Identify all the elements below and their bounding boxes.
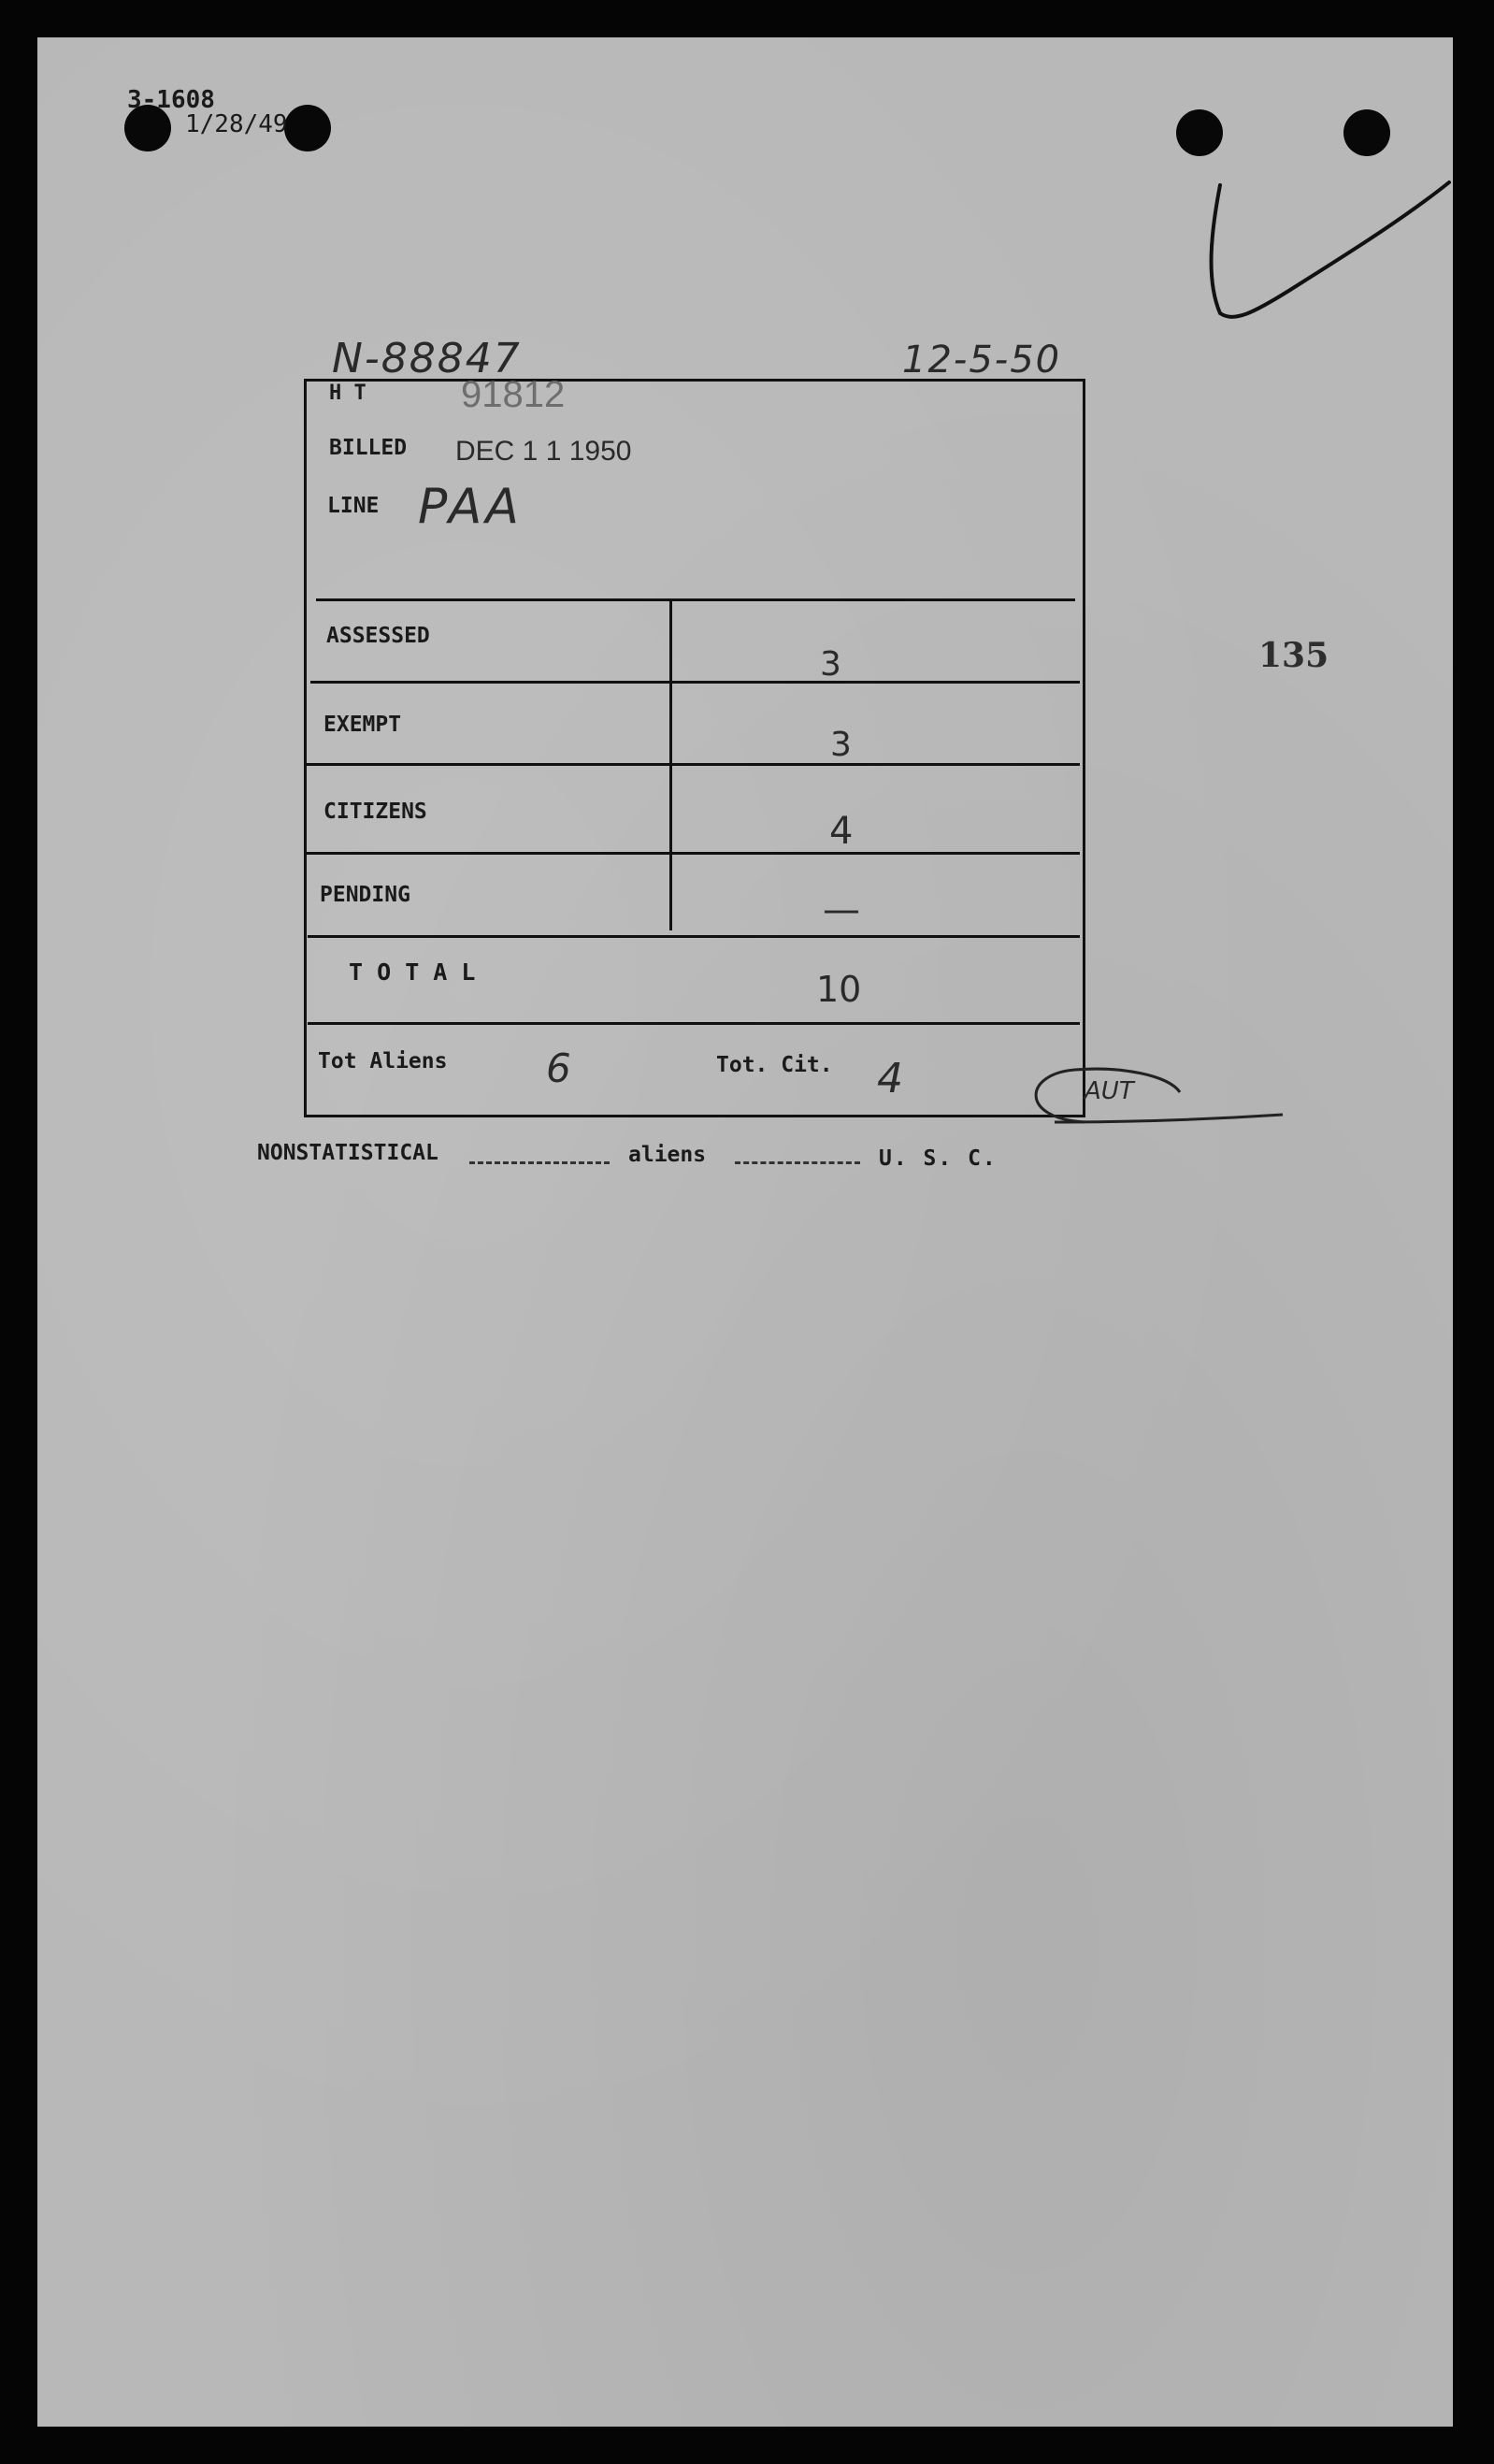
assessed-label: ASSESSED [326,624,430,648]
exempt-label: EXEMPT [323,713,402,737]
nonstatistical-label: NONSTATISTICAL [257,1141,438,1165]
citizens-value: 4 [829,810,854,853]
form-date: 1/28/49 [185,110,288,138]
card-date: 12-5-50 [902,339,1062,382]
tot-cit-label: Tot. Cit. [716,1053,833,1077]
total-label: T O T A L [349,958,476,986]
check-mark [1212,182,1449,317]
billed-label: BILLED [329,436,408,460]
tot-aliens-value: 6 [546,1045,571,1091]
initials-underline [1055,1115,1283,1122]
exempt-value: 3 [830,726,852,764]
inspector-initials: AUT [1085,1077,1134,1105]
usc-label: U. S. C. [879,1146,998,1171]
tot-cit-value: 4 [877,1055,903,1102]
total-value: 10 [816,969,862,1010]
aliens-label: aliens [628,1143,707,1167]
ht-label: H T [329,382,366,405]
billed-date-stamp: DEC 1 1 1950 [455,436,632,467]
file-number: N-88847 [332,335,522,382]
page-number: 135 [1258,636,1329,675]
ht-number-stamp: 91812 [461,374,566,415]
citizens-label: CITIZENS [323,800,427,824]
line-label: LINE [327,494,380,518]
pending-label: PENDING [320,883,410,907]
assessed-value: 3 [820,645,841,684]
form-number: 3-1608 [127,86,215,114]
line-value: PAA [418,479,523,535]
pending-value: — [823,888,860,931]
tot-aliens-label: Tot Aliens [318,1049,448,1073]
initials-loop [1036,1069,1180,1122]
